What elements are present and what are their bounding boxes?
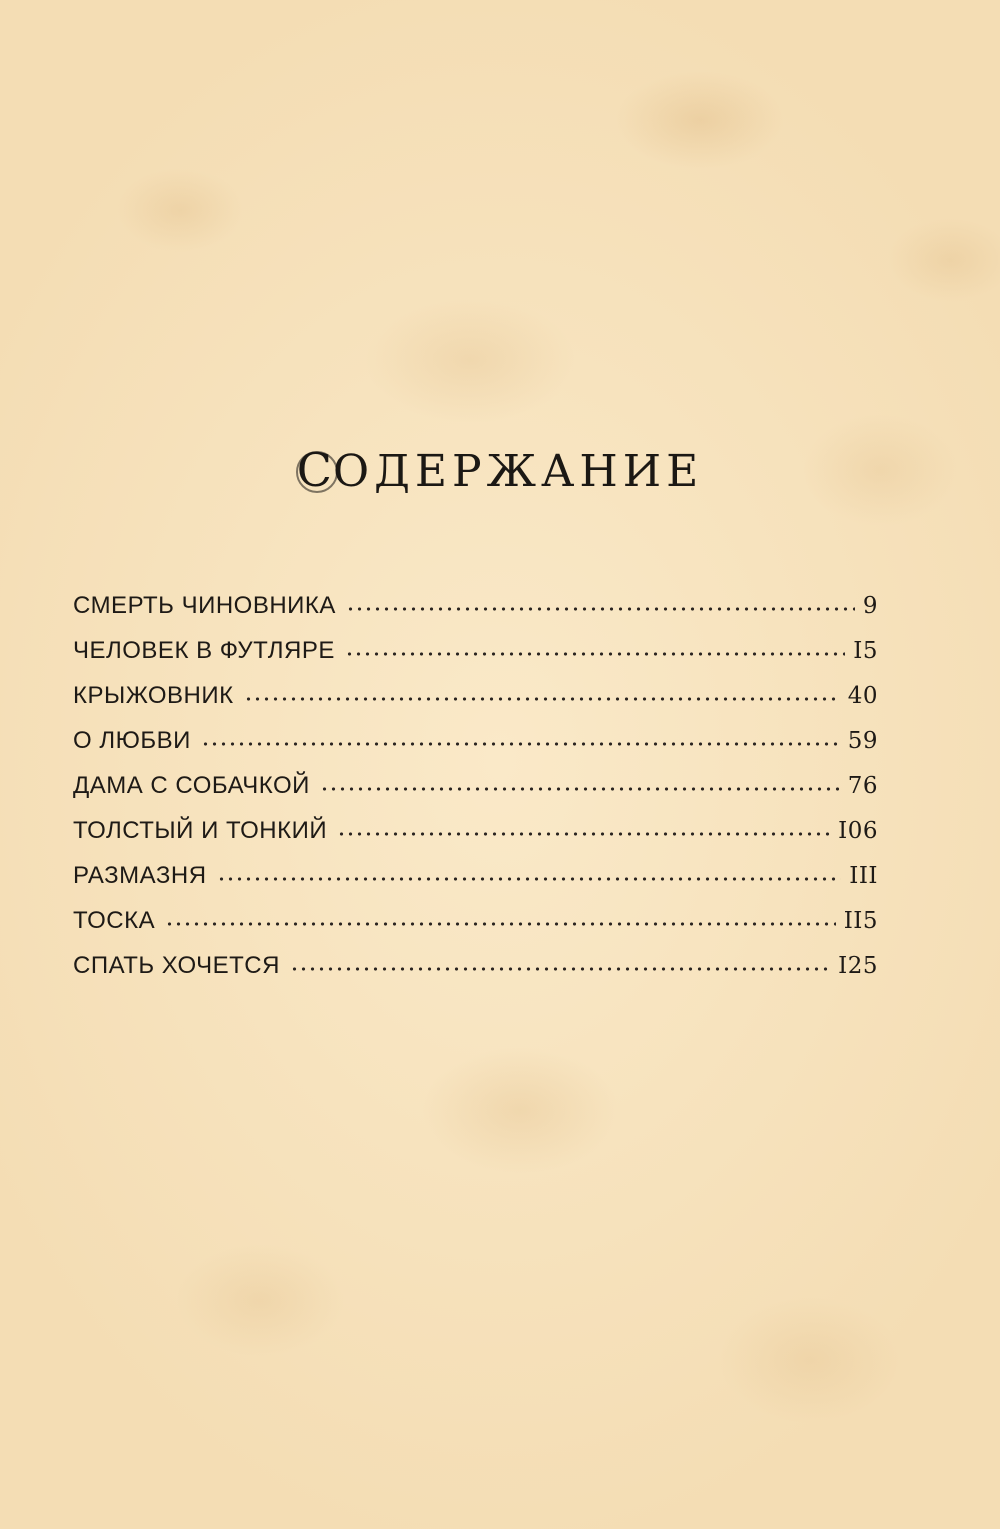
toc-entry[interactable]	[73, 682, 878, 727]
toc-entry-page: III	[849, 863, 878, 889]
toc-dot-leader	[320, 787, 840, 791]
toc-entry[interactable]	[73, 817, 878, 862]
toc-entry-title: ЧЕЛОВЕК В ФУТЛЯРЕ	[73, 637, 335, 664]
toc-dot-leader	[337, 832, 830, 836]
toc-entry-title: ДАМА С СОБАЧКОЙ	[73, 772, 310, 799]
toc-entry[interactable]	[73, 862, 878, 907]
toc-entry-title: КРЫЖОВНИК	[73, 682, 234, 709]
title-text: ОДЕРЖАНИЕ	[333, 446, 704, 497]
toc-entry-title: СПАТЬ ХОЧЕТСЯ	[73, 952, 280, 979]
toc-entry-page: 59	[847, 728, 878, 754]
toc-dot-leader	[201, 742, 840, 746]
toc-entry-page: 9	[862, 593, 878, 619]
page-title	[0, 440, 1000, 502]
toc-entry-title: О ЛЮБВИ	[73, 727, 191, 754]
toc-dot-leader	[244, 697, 840, 701]
toc-entry-title: СМЕРТЬ ЧИНОВНИКА	[73, 592, 336, 619]
toc-dot-leader	[290, 967, 830, 971]
toc-entry-title: РАЗМАЗНЯ	[73, 862, 207, 889]
toc-dot-leader	[345, 652, 845, 656]
title-drop-cap: С	[297, 440, 333, 500]
toc-entry[interactable]	[73, 637, 878, 682]
table-of-contents	[73, 592, 878, 997]
toc-entry-page: I06	[838, 818, 878, 844]
toc-entry-page: I25	[838, 953, 878, 979]
toc-entry-page: 76	[847, 773, 878, 799]
toc-entry-title: ТОСКА	[73, 907, 156, 934]
toc-dot-leader	[346, 607, 855, 611]
toc-entry[interactable]	[73, 952, 878, 997]
toc-entry[interactable]	[73, 907, 878, 952]
toc-dot-leader	[217, 877, 842, 881]
toc-entry[interactable]	[73, 727, 878, 772]
toc-entry-page: I5	[853, 638, 878, 664]
toc-dot-leader	[165, 922, 836, 926]
toc-entry-title: ТОЛСТЫЙ И ТОНКИЙ	[73, 817, 328, 844]
toc-entry[interactable]	[73, 772, 878, 817]
toc-entry-page: 40	[847, 683, 878, 709]
toc-entry[interactable]	[73, 592, 878, 637]
toc-entry-page: II5	[843, 908, 878, 934]
